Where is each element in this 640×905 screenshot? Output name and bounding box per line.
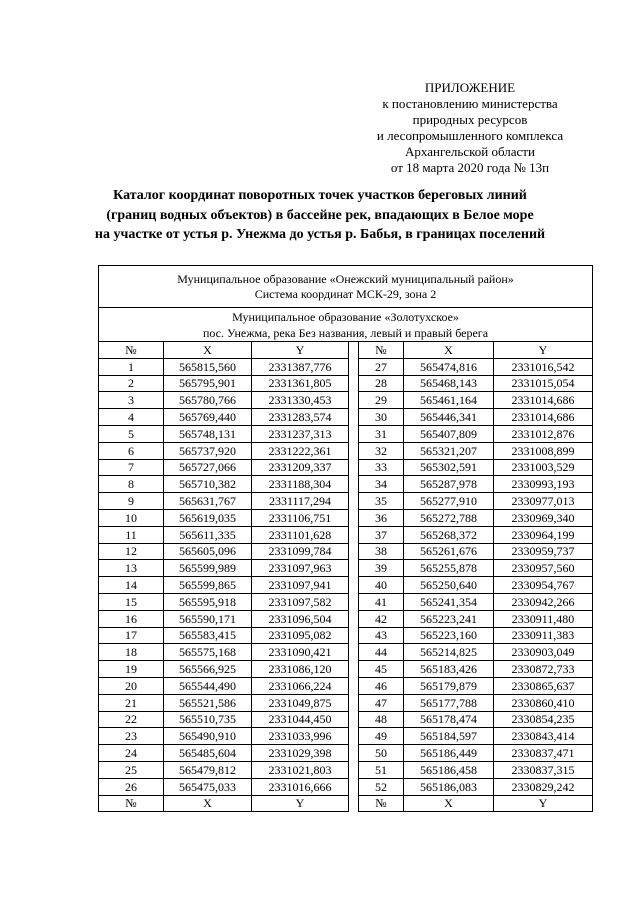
coordinate-y: 2330911,480	[494, 610, 593, 627]
column-gap	[349, 493, 359, 510]
table-row	[99, 677, 593, 694]
table-row	[99, 459, 593, 476]
point-number: 48	[359, 711, 404, 728]
coordinate-y: 2331033,996	[252, 728, 349, 745]
table-row	[99, 509, 593, 526]
point-number: 50	[359, 745, 404, 762]
coordinate-x: 565302,591	[404, 459, 494, 476]
place-header-row	[99, 325, 593, 342]
coordinate-x: 565186,458	[404, 761, 494, 778]
coordinate-x: 565631,767	[164, 493, 252, 510]
column-gap	[349, 795, 359, 812]
column-gap	[349, 593, 359, 610]
column-gap	[349, 728, 359, 745]
coordinate-x: 565595,918	[164, 593, 252, 610]
point-number: 41	[359, 593, 404, 610]
column-footer-x: X	[404, 795, 494, 812]
coordinate-x: 565250,640	[404, 577, 494, 594]
title-line: Каталог координат поворотных точек участков береговых линий	[113, 188, 527, 203]
point-number: 13	[99, 560, 164, 577]
column-gap	[349, 442, 359, 459]
column-gap	[349, 476, 359, 493]
appendix-line: и лесопромышленного комплекса	[376, 128, 564, 143]
coordinate-x: 565177,788	[404, 694, 494, 711]
coordinates-table	[98, 265, 593, 812]
column-gap	[349, 509, 359, 526]
point-number: 1	[99, 358, 164, 375]
column-gap	[349, 661, 359, 678]
coordinate-x: 565261,676	[404, 543, 494, 560]
coordinate-x: 565599,989	[164, 560, 252, 577]
column-gap	[349, 375, 359, 392]
coordinate-x: 565611,335	[164, 526, 252, 543]
point-number: 51	[359, 761, 404, 778]
coordinate-x: 565479,812	[164, 761, 252, 778]
point-number: 4	[99, 409, 164, 426]
column-gap	[349, 778, 359, 795]
point-number: 3	[99, 392, 164, 409]
coordinate-y: 2330993,193	[494, 476, 593, 493]
coordinate-y: 2330837,315	[494, 761, 593, 778]
coordinate-y: 2331361,805	[252, 375, 349, 392]
point-number: 49	[359, 728, 404, 745]
coordinate-y: 2330977,013	[494, 493, 593, 510]
coordinate-y: 2331012,876	[494, 425, 593, 442]
column-gap	[349, 761, 359, 778]
coordinate-y: 2330854,235	[494, 711, 593, 728]
point-number: 36	[359, 509, 404, 526]
table-row	[99, 526, 593, 543]
column-footer-number: №	[359, 795, 404, 812]
coordinate-y: 2331330,453	[252, 392, 349, 409]
column-header-x: X	[164, 342, 252, 359]
coordinate-x: 565583,415	[164, 627, 252, 644]
table-row	[99, 661, 593, 678]
coordinate-y: 2330964,199	[494, 526, 593, 543]
coordinate-y: 2331016,542	[494, 358, 593, 375]
column-gap	[349, 425, 359, 442]
point-number: 37	[359, 526, 404, 543]
coordinate-y: 2331021,803	[252, 761, 349, 778]
table-row	[99, 610, 593, 627]
coordinate-y: 2331097,941	[252, 577, 349, 594]
coordinate-y: 2331099,784	[252, 543, 349, 560]
column-header-number: №	[359, 342, 404, 359]
column-gap	[349, 459, 359, 476]
table-row	[99, 745, 593, 762]
column-header-x: X	[404, 342, 494, 359]
table-row	[99, 425, 593, 442]
coordinate-y: 2331008,899	[494, 442, 593, 459]
appendix-line: к постановлению министерства	[382, 96, 558, 111]
title-line: на участке от устья р. Унежма до устья р. Бабья, в границах поселений	[94, 227, 546, 242]
coordinate-x: 565590,171	[164, 610, 252, 627]
coordinate-y: 2331014,686	[494, 409, 593, 426]
point-number: 40	[359, 577, 404, 594]
coordinate-x: 565474,816	[404, 358, 494, 375]
coordinate-y: 2330829,242	[494, 778, 593, 795]
point-number: 38	[359, 543, 404, 560]
point-number: 11	[99, 526, 164, 543]
table-row	[99, 728, 593, 745]
coordinate-x: 565780,766	[164, 392, 252, 409]
coordinate-x: 565521,586	[164, 694, 252, 711]
title-line: (границ водных объектов) в бассейне рек, впадающих в Белое море	[106, 207, 534, 223]
coordinate-x: 565599,865	[164, 577, 252, 594]
column-gap	[349, 526, 359, 543]
column-gap	[349, 694, 359, 711]
municipality-name: Муниципальное образование «Онежский муниципальный район»	[177, 271, 514, 286]
point-number: 44	[359, 644, 404, 661]
municipality-header	[99, 266, 593, 308]
coordinate-y: 2331117,294	[252, 493, 349, 510]
coordinate-x: 565815,560	[164, 358, 252, 375]
coordinate-x: 565468,143	[404, 375, 494, 392]
point-number: 20	[99, 677, 164, 694]
column-gap	[349, 644, 359, 661]
coordinate-x: 565490,910	[164, 728, 252, 745]
table-row	[99, 761, 593, 778]
column-footer-row	[99, 795, 593, 812]
appendix-block	[355, 80, 585, 176]
point-number: 21	[99, 694, 164, 711]
column-gap	[349, 627, 359, 644]
coordinate-x: 565461,164	[404, 392, 494, 409]
point-number: 31	[359, 425, 404, 442]
coordinate-x: 565407,809	[404, 425, 494, 442]
coordinate-x: 565446,341	[404, 409, 494, 426]
coordinate-x: 565223,160	[404, 627, 494, 644]
appendix-line: природных ресурсов	[412, 112, 528, 127]
coordinate-x: 565184,597	[404, 728, 494, 745]
coordinate-x: 565510,735	[164, 711, 252, 728]
coordinate-x: 565287,978	[404, 476, 494, 493]
coordinate-y: 2331097,582	[252, 593, 349, 610]
coordinate-x: 565544,490	[164, 677, 252, 694]
point-number: 30	[359, 409, 404, 426]
point-number: 32	[359, 442, 404, 459]
table-row	[99, 778, 593, 795]
point-number: 39	[359, 560, 404, 577]
municipality-header-row	[99, 266, 593, 308]
coordinate-x: 565214,825	[404, 644, 494, 661]
column-header-number: №	[99, 342, 164, 359]
coordinate-y: 2331222,361	[252, 442, 349, 459]
coordinate-x: 565277,910	[404, 493, 494, 510]
coordinate-y: 2331097,963	[252, 560, 349, 577]
coordinate-x: 565241,354	[404, 593, 494, 610]
coordinate-y: 2330969,340	[494, 509, 593, 526]
table-row	[99, 442, 593, 459]
coordinate-y: 2331090,421	[252, 644, 349, 661]
column-gap	[349, 392, 359, 409]
coordinate-y: 2330911,383	[494, 627, 593, 644]
point-number: 8	[99, 476, 164, 493]
column-gap	[349, 342, 359, 359]
column-gap	[349, 745, 359, 762]
table-row	[99, 560, 593, 577]
table-row	[99, 392, 593, 409]
appendix-line: ПРИЛОЖЕНИЕ	[424, 80, 516, 95]
point-number: 23	[99, 728, 164, 745]
coordinate-x: 565268,372	[404, 526, 494, 543]
document-title	[60, 186, 580, 245]
table-row	[99, 577, 593, 594]
point-number: 25	[99, 761, 164, 778]
coordinate-y: 2330865,637	[494, 677, 593, 694]
coordinate-y: 2330903,049	[494, 644, 593, 661]
point-number: 43	[359, 627, 404, 644]
column-gap	[349, 610, 359, 627]
point-number: 26	[99, 778, 164, 795]
coordinate-y: 2331283,574	[252, 409, 349, 426]
point-number: 14	[99, 577, 164, 594]
coordinate-system: Система координат МСК-29, зона 2	[254, 286, 437, 301]
column-gap	[349, 577, 359, 594]
coordinate-y: 2330957,560	[494, 560, 593, 577]
coordinate-x: 565727,066	[164, 459, 252, 476]
coordinate-x: 565737,920	[164, 442, 252, 459]
coordinate-x: 565575,168	[164, 644, 252, 661]
table-row	[99, 409, 593, 426]
column-header-y: Y	[494, 342, 593, 359]
coordinate-y: 2331015,054	[494, 375, 593, 392]
coordinate-x: 565795,901	[164, 375, 252, 392]
point-number: 34	[359, 476, 404, 493]
point-number: 18	[99, 644, 164, 661]
coordinate-y: 2331387,776	[252, 358, 349, 375]
point-number: 52	[359, 778, 404, 795]
point-number: 17	[99, 627, 164, 644]
coordinate-y: 2331106,751	[252, 509, 349, 526]
point-number: 16	[99, 610, 164, 627]
coordinate-x: 565485,604	[164, 745, 252, 762]
coordinate-x: 565475,033	[164, 778, 252, 795]
table-row	[99, 476, 593, 493]
coordinate-y: 2330837,471	[494, 745, 593, 762]
table-row	[99, 375, 593, 392]
coordinate-y: 2331066,224	[252, 677, 349, 694]
point-number: 5	[99, 425, 164, 442]
point-number: 28	[359, 375, 404, 392]
column-gap	[349, 711, 359, 728]
point-number: 27	[359, 358, 404, 375]
coordinate-x: 565605,096	[164, 543, 252, 560]
coordinate-y: 2331101,628	[252, 526, 349, 543]
coordinate-y: 2331188,304	[252, 476, 349, 493]
column-header-row	[99, 342, 593, 359]
column-gap	[349, 409, 359, 426]
coordinate-x: 565179,879	[404, 677, 494, 694]
coordinate-y: 2330860,410	[494, 694, 593, 711]
coordinate-x: 565748,131	[164, 425, 252, 442]
coordinate-y: 2331029,398	[252, 745, 349, 762]
coordinate-y: 2331016,666	[252, 778, 349, 795]
coordinate-y: 2330942,266	[494, 593, 593, 610]
subdivision-name: Муниципальное образование «Золотухское»	[99, 308, 593, 326]
table-row	[99, 627, 593, 644]
column-gap	[349, 543, 359, 560]
coordinate-x: 565186,083	[404, 778, 494, 795]
column-gap	[349, 560, 359, 577]
column-footer-number: №	[99, 795, 164, 812]
column-footer-y: Y	[494, 795, 593, 812]
coordinate-y: 2331044,450	[252, 711, 349, 728]
point-number: 33	[359, 459, 404, 476]
point-number: 9	[99, 493, 164, 510]
table-row	[99, 358, 593, 375]
coordinate-x: 565566,925	[164, 661, 252, 678]
coordinate-x: 565321,207	[404, 442, 494, 459]
point-number: 35	[359, 493, 404, 510]
column-gap	[349, 677, 359, 694]
table-row	[99, 493, 593, 510]
table-row	[99, 694, 593, 711]
appendix-line: от 18 марта 2020 года № 13п	[390, 160, 550, 175]
coordinate-y: 2331086,120	[252, 661, 349, 678]
coordinate-x: 565769,440	[164, 409, 252, 426]
coordinate-x: 565178,474	[404, 711, 494, 728]
place-name: пос. Унежма, река Без названия, левый и правый берега	[99, 325, 593, 342]
point-number: 12	[99, 543, 164, 560]
coordinate-y: 2330843,414	[494, 728, 593, 745]
coordinate-x: 565619,035	[164, 509, 252, 526]
point-number: 10	[99, 509, 164, 526]
coordinate-y: 2331049,875	[252, 694, 349, 711]
coordinate-y: 2331209,337	[252, 459, 349, 476]
coordinate-y: 2330872,733	[494, 661, 593, 678]
coordinate-x: 565186,449	[404, 745, 494, 762]
coordinate-y: 2330954,767	[494, 577, 593, 594]
column-header-y: Y	[252, 342, 349, 359]
point-number: 45	[359, 661, 404, 678]
point-number: 2	[99, 375, 164, 392]
column-footer-x: X	[164, 795, 252, 812]
point-number: 22	[99, 711, 164, 728]
point-number: 7	[99, 459, 164, 476]
coordinate-x: 565223,241	[404, 610, 494, 627]
subdivision-header-row	[99, 308, 593, 326]
coordinate-y: 2331095,082	[252, 627, 349, 644]
point-number: 29	[359, 392, 404, 409]
coordinate-y: 2331096,504	[252, 610, 349, 627]
point-number: 15	[99, 593, 164, 610]
table-row	[99, 644, 593, 661]
appendix-line: Архангельской области	[405, 144, 535, 159]
table-row	[99, 593, 593, 610]
point-number: 47	[359, 694, 404, 711]
column-gap	[349, 358, 359, 375]
coordinate-y: 2331003,529	[494, 459, 593, 476]
point-number: 19	[99, 661, 164, 678]
column-footer-y: Y	[252, 795, 349, 812]
coordinate-x: 565710,382	[164, 476, 252, 493]
coordinate-x: 565183,426	[404, 661, 494, 678]
coordinate-x: 565272,788	[404, 509, 494, 526]
coordinate-x: 565255,878	[404, 560, 494, 577]
point-number: 6	[99, 442, 164, 459]
point-number: 46	[359, 677, 404, 694]
point-number: 42	[359, 610, 404, 627]
coordinate-y: 2331014,686	[494, 392, 593, 409]
coordinate-y: 2331237,313	[252, 425, 349, 442]
point-number: 24	[99, 745, 164, 762]
table-row	[99, 543, 593, 560]
coordinate-y: 2330959,737	[494, 543, 593, 560]
table-row	[99, 711, 593, 728]
